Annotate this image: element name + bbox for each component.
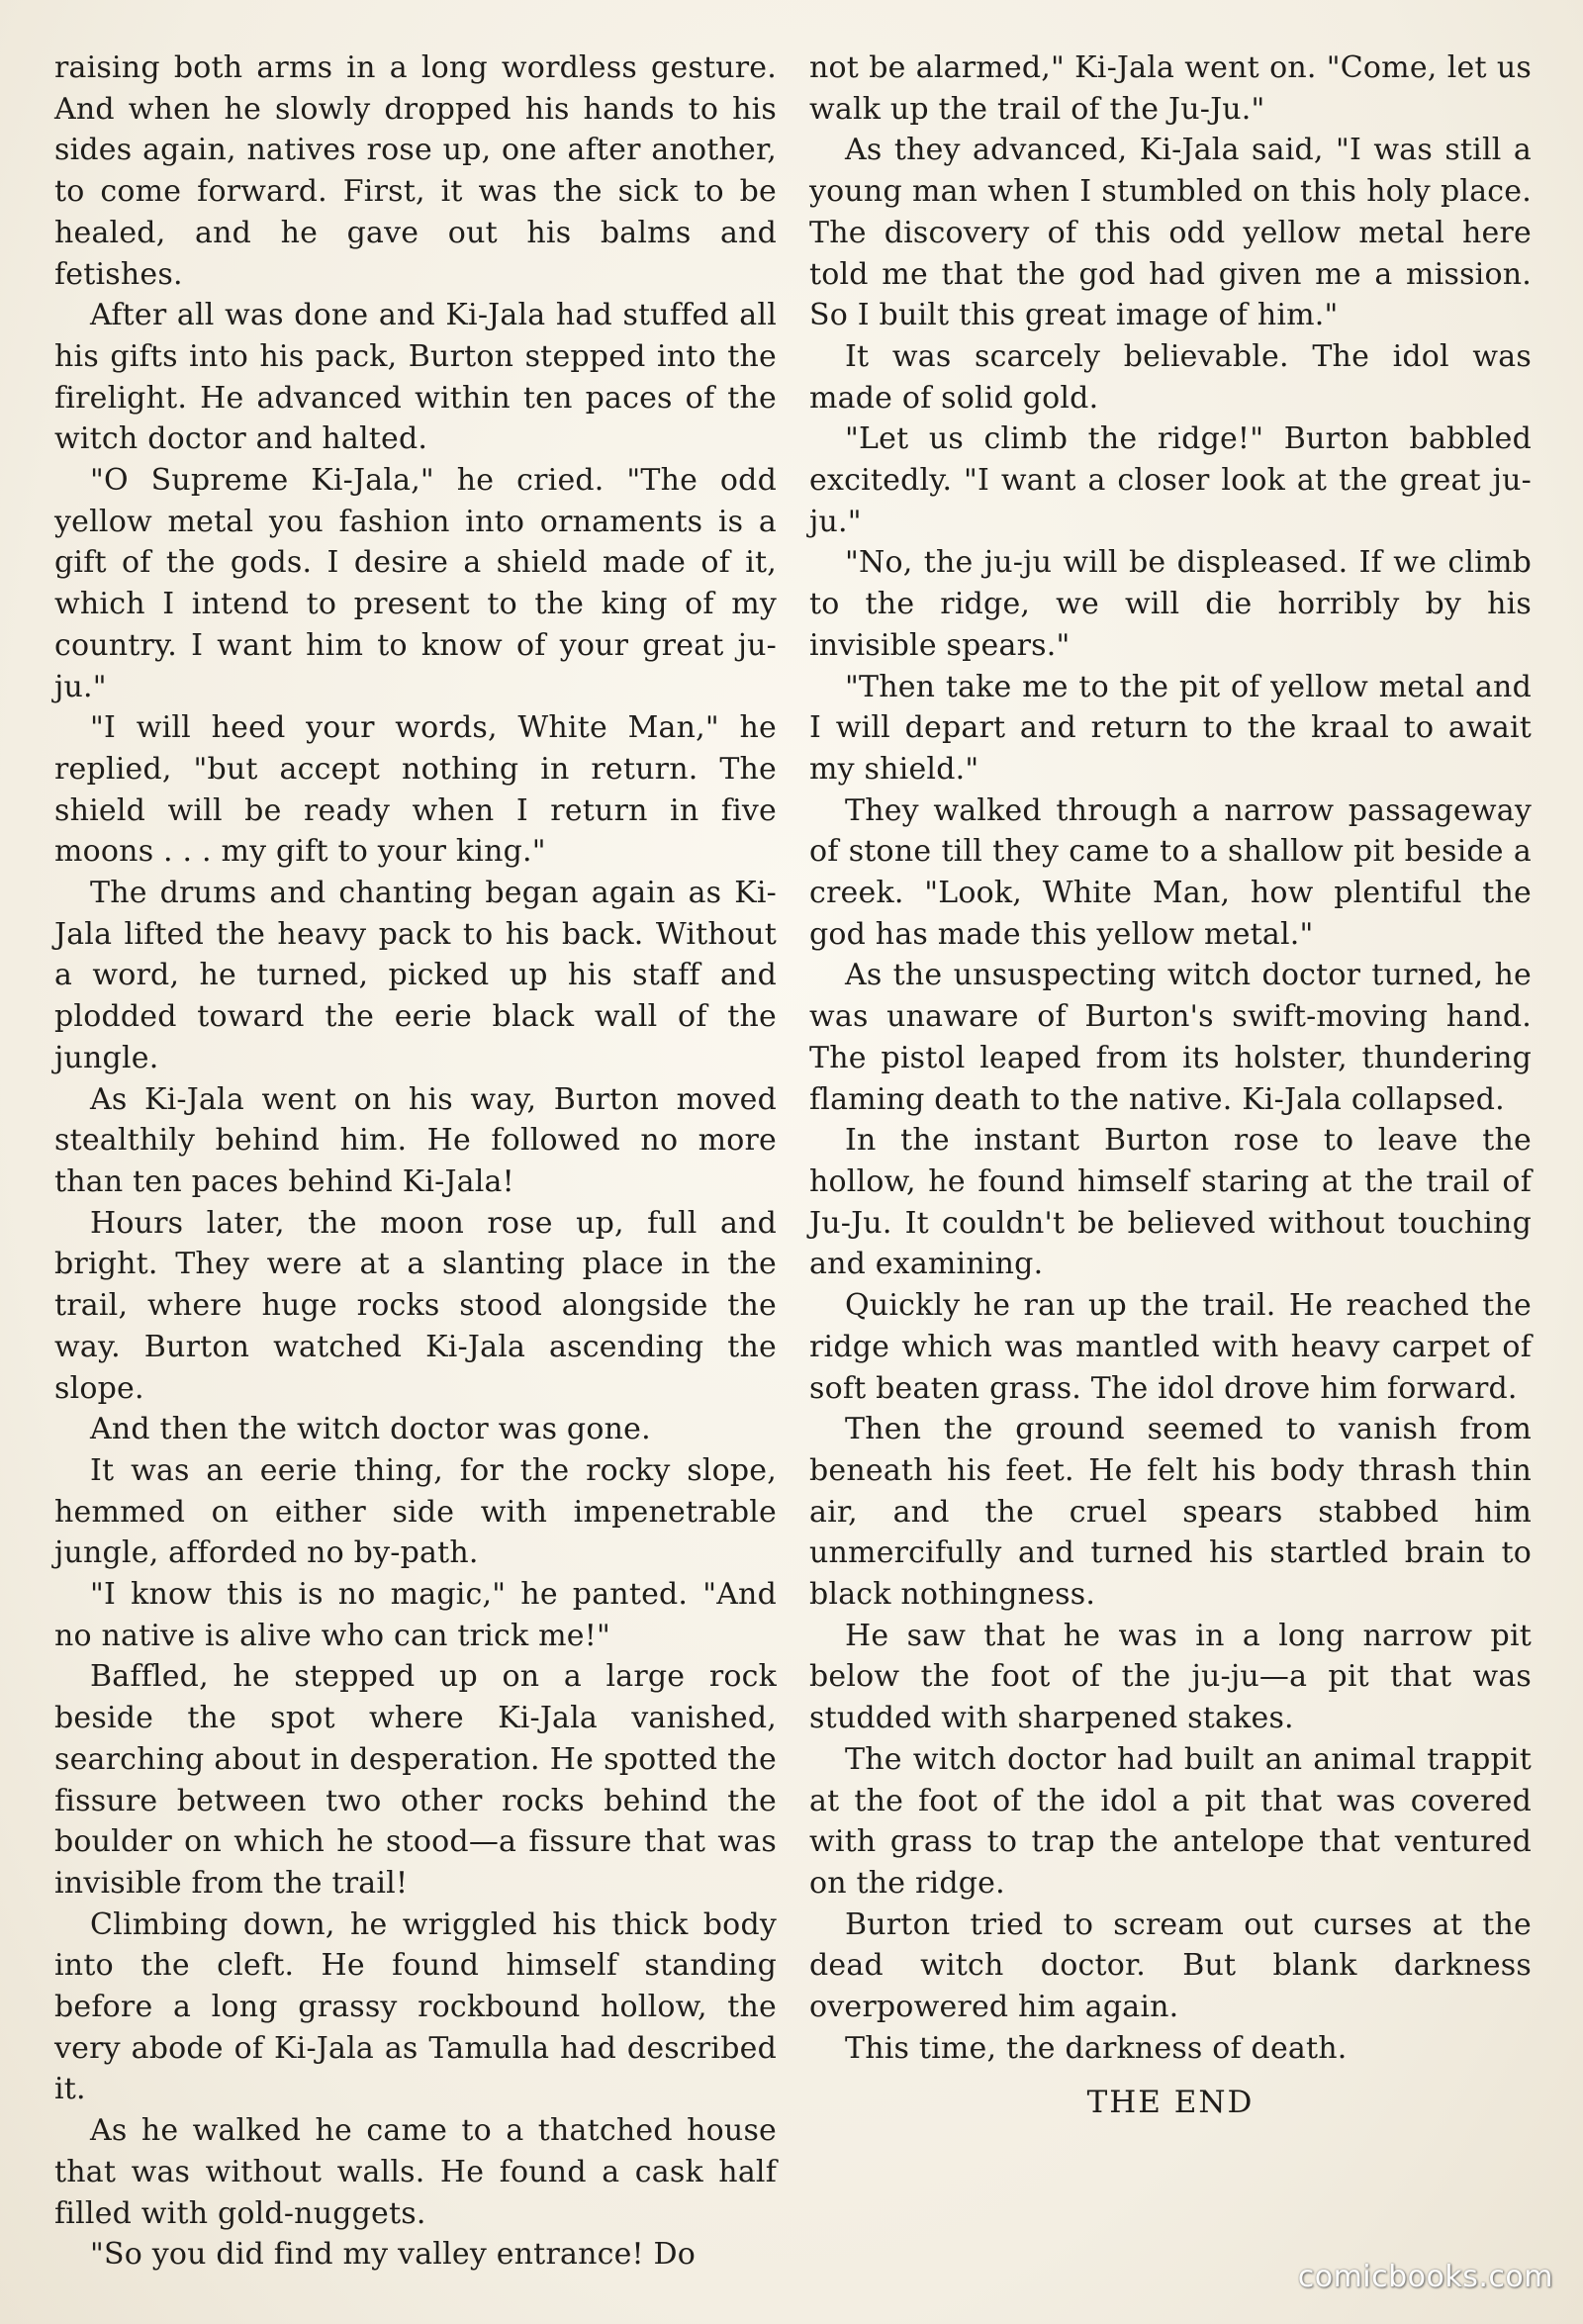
paragraph: As they advanced, Ki-Jala said, "I was still a young man when I stumbled on this holy place. The discovery of this odd yellow metal here told me that the god had given me a mission. So I built this great image of him." [809, 133, 1532, 333]
the-end-label: THE END [1086, 2085, 1255, 2121]
paragraph: "O Supreme Ki-Jala," he cried. "The odd yellow metal you fashion into ornaments is a gift of the gods. I desire a shield made of it, which I intend to present to the king of my country. I want him to know of your great ju-ju." [54, 463, 777, 704]
paragraph: Then the ground seemed to vanish from beneath his feet. He felt his body thrash thin air, and the cruel spears stabbed him unmercifully and turned his startled brain to black nothingness. [809, 1412, 1532, 1613]
left-text-column [54, 47, 777, 2276]
paragraph: Climbing down, he wriggled his thick body into the cleft. He found himself standing before a long grassy rockbound hollow, the very abode of Ki-Jala as Tamulla had described it. [54, 1906, 777, 2107]
paragraph: The drums and chanting began again as Ki-Jala lifted the heavy pack to his back. Without a word, he turned, picked up his staff and plodded toward the eerie black wall of the jungle. [54, 876, 777, 1075]
paragraph: Burton tried to scream out curses at the dead witch doctor. But blank darkness overpowered him again. [809, 1906, 1532, 2025]
paragraph: Baffled, he stepped up on a large rock beside the spot where Ki-Jala vanished, searching about in desperation. He spotted the fissure between two other rocks behind the boulder on which he stood—a fissure that was invisible from the trail! [54, 1659, 777, 1901]
paragraph: As Ki-Jala went on his way, Burton moved stealthily behind him. He followed no more than ten paces behind Ki-Jala! [54, 1081, 777, 1199]
paragraph: And then the witch doctor was gone. [90, 1412, 651, 1447]
paragraph: "I know this is no magic," he panted. "And no native is alive who can trick me!" [54, 1577, 777, 1653]
paragraph: As he walked he came to a thatched house that was without walls. He found a cask half filled with gold-nuggets. [54, 2113, 777, 2231]
paragraph: "I will heed your words, White Man," he replied, "but accept nothing in return. The shield will be ready when I return in five moons . . . my gift to your king." [54, 710, 777, 870]
paragraph: After all was done and Ki-Jala had stuffed all his gifts into his pack, Burton stepped into the firelight. He advanced within ten paces of the witch doctor and halted. [54, 298, 777, 457]
paragraph: "So you did find my valley entrance! Do [90, 2237, 697, 2273]
paragraph: They walked through a narrow passageway of stone till they came to a shallow pit beside a creek. "Look, White Man, how plentiful the god has made this yellow metal." [809, 792, 1532, 952]
paragraph: The witch doctor had built an animal trappit at the foot of the idol a pit that was covered with grass to trap the antelope that ventured on the ridge. [809, 1741, 1532, 1901]
paragraph: He saw that he was in a long narrow pit below the foot of the ju-ju—a pit that was studded with sharpened stakes. [809, 1618, 1532, 1736]
paragraph: Hours later, the moon rose up, full and bright. They were at a slanting place in the trail, where huge rocks stood alongside the way. Burton watched Ki-Jala ascending the slope. [54, 1205, 777, 1406]
paragraph: It was scarcely believable. The idol was made of solid gold. [809, 338, 1532, 416]
paragraph: "Let us climb the ridge!" Burton babbled excitedly. "I want a closer look at the great ju-ju." [809, 421, 1532, 539]
paragraph: "Then take me to the pit of yellow metal and I will depart and return to the kraal to await my shield." [809, 669, 1532, 787]
watermark: comicbooks.com [1297, 2260, 1553, 2294]
paragraph: It was an eerie thing, for the rocky slope, hemmed on either side with impenetrable jungle, afforded no by-path. [54, 1452, 777, 1571]
paragraph: As the unsuspecting witch doctor turned, he was unaware of Burton's swift-moving hand. The pistol leaped from its holster, thundering flaming death to the native. Ki-Jala collapsed. [809, 958, 1532, 1117]
paragraph: "No, the ju-ju will be displeased. If we climb to the ridge, we will die horribly by his invisible spears." [809, 545, 1532, 663]
right-text-column [809, 47, 1532, 2124]
paragraph: In the instant Burton rose to leave the hollow, he found himself staring at the trail of Ju-Ju. It couldn't be believed without touching and examining. [809, 1123, 1532, 1282]
paragraph: raising both arms in a long wordless gesture. And when he slowly dropped his hands to his sides again, natives rose up, one after another, to come forward. First, it was the sick to be healed, and he gave out his balms and fetishes. [54, 50, 777, 292]
paragraph: This time, the darkness of death. [845, 2030, 1348, 2066]
paragraph: not be alarmed," Ki-Jala went on. "Come, let us walk up the trail of the Ju-Ju." [809, 50, 1532, 127]
paragraph: Quickly he ran up the trail. He reached the ridge which was mantled with heavy carpet of soft beaten grass. The idol drove him forward. [809, 1288, 1532, 1406]
